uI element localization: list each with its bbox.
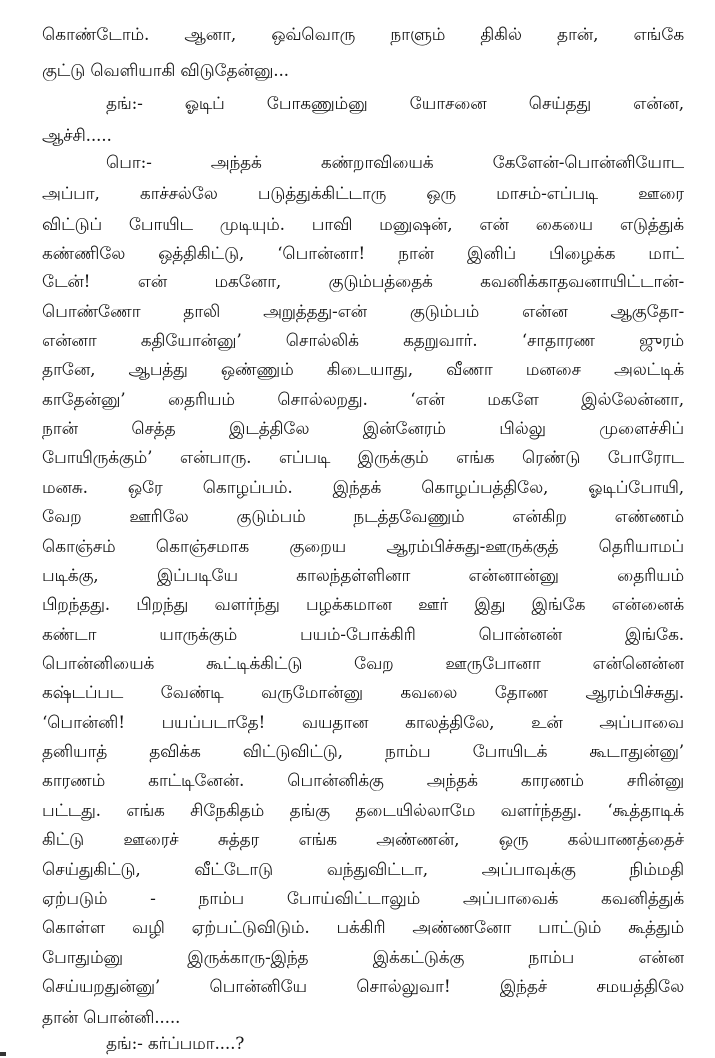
text-line: குட்டு வெளியாகி விடுதேன்னு... bbox=[42, 61, 289, 81]
text-line: கிட்டு ஊரைச் சுத்தர எங்க அண்ணன், ஒரு கல்யாணத்தைச் bbox=[42, 830, 684, 850]
scan-artifact-mark bbox=[0, 1052, 6, 1056]
text-line: விட்டுப் போயிட முடியும். பாவி மனுஷன், என் கையை எடுத்துக் bbox=[42, 215, 684, 235]
text-line: ஏற்படும் - நாம்ப போய்விட்டாலும் அப்பாவைக் கவனித்துக் bbox=[42, 889, 684, 909]
text-line: தனியாத் தவிக்க விட்டுவிட்டு, நாம்ப போயிடக் கூடாதுன்னு’ bbox=[42, 742, 684, 762]
text-line: பட்டது. எங்க சிநேகிதம் தங்கு தடையில்லாமே வளர்ந்தது. ‘கூத்தாடிக் bbox=[42, 801, 684, 821]
text-line: போதும்னு இருக்காரு-இந்த இக்கட்டுக்கு நாம்ப என்ன bbox=[42, 948, 684, 968]
text-line: தானே, ஆபத்து ஒண்ணும் கிடையாது, வீணா மனசை அலட்டிக் bbox=[42, 360, 684, 380]
text-line: படிக்கு, இப்படியே காலந்தள்ளினா என்னான்னு தைரியம் bbox=[42, 566, 684, 586]
text-line: பிறந்தது. பிறந்து வளர்ந்து பழக்கமான ஊர் இது இங்கே என்னைக் bbox=[42, 595, 684, 615]
text-line: என்னா கதியோன்னு’ சொல்லிக் கதறுவார். ‘சாதாரண ஜுரம் bbox=[42, 331, 684, 351]
text-line: பொண்ணோ தாலி அறுத்தது-என் குடும்பம் என்ன ஆகுதோ- bbox=[42, 302, 684, 322]
text-line: வேற ஊரிலே குடும்பம் நடத்தவேணும் என்கிற எண்ணம் bbox=[42, 507, 684, 527]
text-line: பொன்னியைக் கூட்டிக்கிட்டு வேற ஊருபோனா என்னென்ன bbox=[42, 654, 684, 674]
speaker-line-thang: தங்:- கர்ப்பமா....? bbox=[106, 1034, 245, 1054]
speaker-line-thang: தங்:- ஓடிப் போகணும்னு யோசனை செய்தது என்ன, bbox=[106, 94, 684, 114]
text-line: கொஞ்சம் கொஞ்சமாக குறைய ஆரம்பிச்சுது-ஊருக்குத் தெரியாமப் bbox=[42, 537, 684, 557]
text-line: கண்டா யாருக்கும் பயம்-போக்கிரி பொன்னன் இங்கே. bbox=[42, 625, 684, 645]
text-line: மனசு. ஒரே கொழப்பம். இந்தக் கொழப்பத்திலே, ஓடிப்போயி, bbox=[42, 478, 684, 498]
text-line: நான் செத்த இடத்திலே இன்னேரம் பில்லு முளைச்சிப் bbox=[42, 419, 684, 439]
text-line: செய்துகிட்டு, வீட்டோடு வந்துவிட்டா, அப்பாவுக்கு நிம்மதி bbox=[42, 860, 684, 880]
text-line: கஷ்டப்பட வேண்டி வருமோன்னு கவலை தோண ஆரம்பிச்சுது. bbox=[42, 683, 684, 703]
text-line: கொள்ள வழி ஏற்பட்டுவிடும். பக்கிரி அண்ணனோ பாட்டும் கூத்தும் bbox=[42, 918, 684, 938]
speaker-line-po: பொ:- அந்தக் கண்றாவியைக் கேளேன்-பொன்னியோட bbox=[106, 153, 684, 173]
text-line: போயிருக்கும்’ என்பாரு. எப்படி இருக்கும் எங்க ரெண்டு போரோட bbox=[42, 448, 684, 468]
text-line: அப்பா, காச்சல்லே படுத்துக்கிட்டாரு ஒரு மாசம்-எப்படி ஊரை bbox=[42, 184, 684, 204]
text-line: டேன்! என் மகனோ, குடும்பத்தைக் கவனிக்காதவனாயிட்டான்- bbox=[42, 272, 684, 292]
text-line: கண்ணிலே ஒத்திகிட்டு, ‘பொன்னா! நான் இனிப் பிழைக்க மாட் bbox=[42, 244, 684, 264]
text-line: ஆச்சி..... bbox=[42, 126, 112, 146]
text-line: செய்யறதுன்னு’ பொன்னியே சொல்லுவா! இந்தச் சமயத்திலே bbox=[42, 977, 684, 997]
text-line: தான் பொன்னி..... bbox=[42, 1008, 181, 1028]
text-line: கொண்டோம். ஆனா, ஒவ்வொரு நாளும் திகில் தான், எங்கே bbox=[42, 25, 684, 45]
text-line: ‘பொன்னி! பயப்படாதே! வயதான காலத்திலே, உன் அப்பாவை bbox=[42, 713, 684, 733]
text-line: காரணம் காட்டினேன். பொன்னிக்கு அந்தக் காரணம் சரின்னு bbox=[42, 771, 684, 791]
text-line: காதேன்னு’ தைரியம் சொல்லறது. ‘என் மகளே இல்லேன்னா, bbox=[42, 390, 684, 410]
